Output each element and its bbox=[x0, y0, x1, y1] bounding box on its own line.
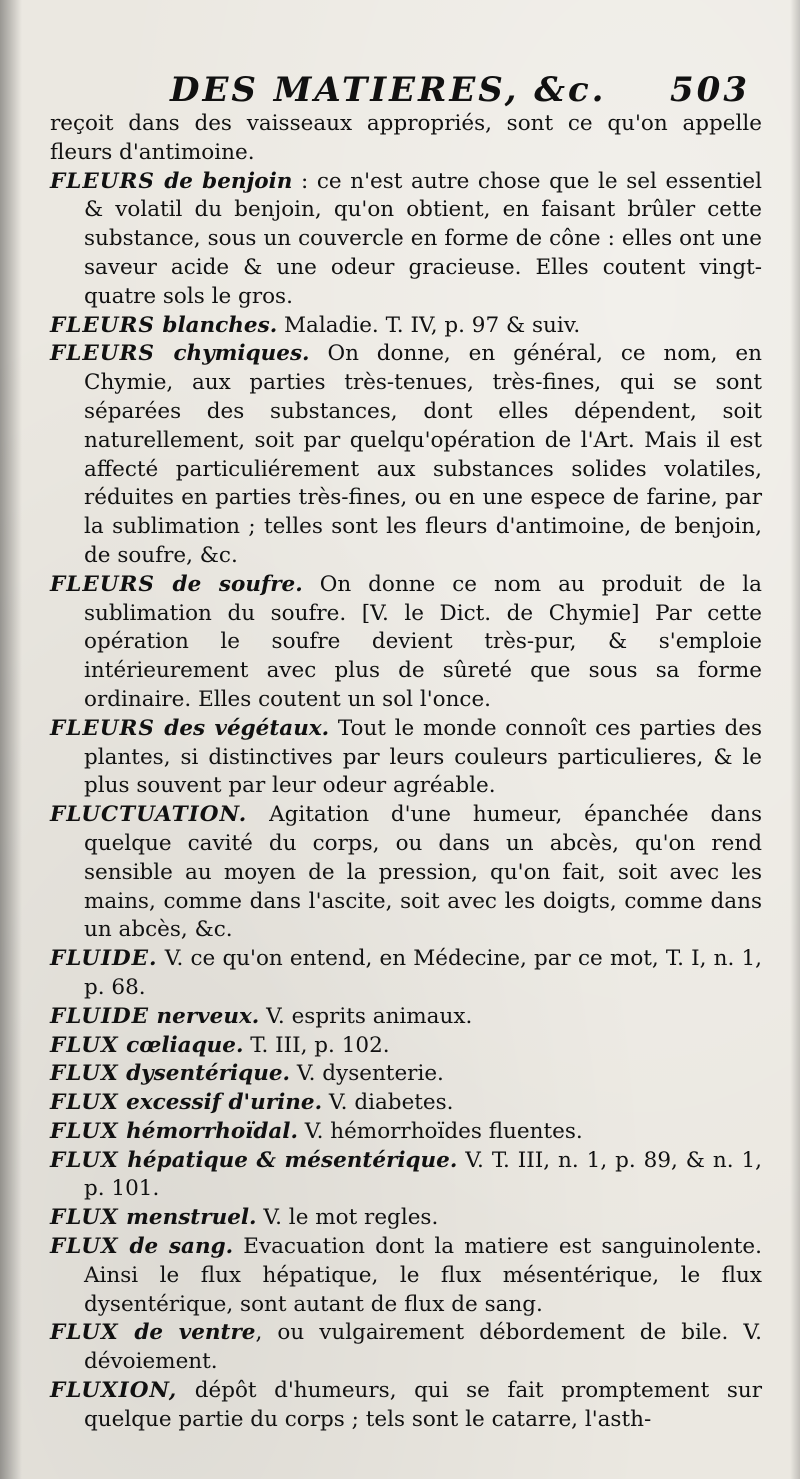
entry-text: On donne, en général, ce nom, en Chymie, aux parties très-tenues, très-fines, qui se sont séparées des substances, dont elles dépendent, soit naturellement, soit par quelqu'opération de l'Art. Mais il est affecté particuliérement aux substances solides volatiles, réduites en parties très-fines, ou en une espece de farine, par la sublimation ; telles sont les fleurs d'antimoine, de benjoin, de soufre, &c. bbox=[84, 341, 762, 568]
entry-text: reçoit dans des vaisseaux appropriés, sont ce qu'on appelle fleurs d'antimoine. bbox=[50, 111, 762, 165]
entry-text: Evacuation dont la matiere est sanguinolente. Ainsi le flux hépatique, le flux mésentérique, le flux dysentérique, sont autant de flux de sang. bbox=[84, 1234, 762, 1317]
entry-text: On donne ce nom au produit de la sublimation du soufre. [V. le Dict. de Chymie] Par cette opération le soufre devient très-pur, & s'emploie intérieurement avec plus de sûreté que sous sa forme ordinaire. Elles coutent un sol l'once. bbox=[84, 571, 762, 712]
entry-headword: FLUX de ventre bbox=[50, 1320, 256, 1346]
entry-headword: FLUX excessif d'urine. bbox=[50, 1090, 323, 1116]
entry-headword: FLUCTUATION. bbox=[50, 802, 248, 828]
entry-headword: FLUX de sang. bbox=[50, 1234, 234, 1260]
entry-text: T. III, p. 102. bbox=[250, 1032, 390, 1058]
index-entry bbox=[50, 1204, 762, 1233]
entry-headword: FLUX menstruel. bbox=[50, 1205, 257, 1231]
entry-headword: FLEURS chymiques. bbox=[50, 341, 310, 367]
entry-headword: FLUX hépatique & mésentérique. bbox=[50, 1147, 458, 1173]
page-edge-shadow bbox=[790, 0, 800, 1479]
index-entry bbox=[50, 1233, 762, 1319]
entry-text: Tout le monde connoît ces parties des plantes, si distinctives par leurs couleurs particulieres, & le plus souvent par leur odeur agréable. bbox=[84, 715, 762, 799]
index-entry bbox=[50, 1147, 762, 1205]
index-entry bbox=[50, 945, 762, 1003]
page-number: 503 bbox=[670, 70, 750, 110]
index-entry bbox=[50, 1003, 762, 1032]
running-head-title: DES MATIERES, &c. bbox=[170, 70, 607, 110]
index-entry bbox=[50, 1060, 762, 1089]
index-entry bbox=[50, 715, 762, 801]
index-column bbox=[50, 110, 762, 1435]
entry-headword: FLUX dysentérique. bbox=[50, 1061, 291, 1087]
entry-headword: FLEURS de benjoin bbox=[50, 168, 293, 194]
index-entry bbox=[50, 1377, 762, 1435]
running-header bbox=[170, 70, 770, 114]
index-entry bbox=[50, 1089, 762, 1118]
entry-text: V. le mot regles. bbox=[263, 1205, 439, 1231]
page-gutter-shadow bbox=[0, 0, 22, 1479]
entry-text: , ou vulgairement débordement de bile. V. dévoiement. bbox=[84, 1320, 762, 1375]
index-entry bbox=[50, 1118, 762, 1147]
entry-headword: FLUIDE nerveux. bbox=[50, 1003, 260, 1029]
index-entry bbox=[50, 1032, 762, 1061]
index-entry bbox=[50, 571, 762, 715]
entry-text: Agitation d'une humeur, épanchée dans quelque cavité du corps, ou dans un abcès, qu'on rend sensible au moyen de la pression, qu'on fait, soit avec les mains, comme dans l'ascite, soit avec les doigts, comme dans un abcès, &c. bbox=[84, 802, 762, 943]
index-entry bbox=[50, 801, 762, 945]
entry-headword: FLEURS des végétaux. bbox=[50, 715, 330, 741]
entry-text: V. hémorrhoïdes fluentes. bbox=[304, 1118, 583, 1144]
index-entry bbox=[50, 340, 762, 570]
index-entry bbox=[50, 312, 762, 341]
index-entry-continuation bbox=[50, 110, 762, 168]
index-entry bbox=[50, 1319, 762, 1377]
entry-headword: FLUX cœliaque. bbox=[50, 1032, 244, 1058]
entry-headword: FLUIDE. bbox=[50, 946, 158, 972]
entry-text: V. diabetes. bbox=[328, 1090, 454, 1116]
entry-text: V. ce qu'on entend, en Médecine, par ce mot, T. I, n. 1, p. 68. bbox=[84, 946, 762, 1000]
entry-text: : ce n'est autre chose que le sel essentiel & volatil du benjoin, qu'on obtient, en faisant brûler cette substance, sous un couvercle en forme de cône : elles ont une saveur acide & une odeur gracieuse. Elles coutent vingt-quatre sols le gros. bbox=[84, 168, 762, 309]
entry-text: V. T. III, n. 1, p. 89, & n. 1, p. 101. bbox=[84, 1147, 762, 1202]
entry-headword: FLEURS de soufre. bbox=[50, 571, 303, 597]
entry-text: V. esprits animaux. bbox=[266, 1003, 473, 1029]
entry-text: V. dysenterie. bbox=[296, 1061, 444, 1087]
entry-headword: FLEURS blanches. bbox=[50, 312, 278, 338]
index-entry bbox=[50, 168, 762, 312]
entry-text: dépôt d'humeurs, qui se fait promptement sur quelque partie du corps ; tels sont le catarre, l'asth- bbox=[84, 1378, 762, 1432]
entry-headword: FLUXION, bbox=[50, 1378, 178, 1404]
entry-text: Maladie. T. IV, p. 97 & suiv. bbox=[284, 312, 581, 338]
entry-headword: FLUX hémorrhoïdal. bbox=[50, 1118, 298, 1144]
